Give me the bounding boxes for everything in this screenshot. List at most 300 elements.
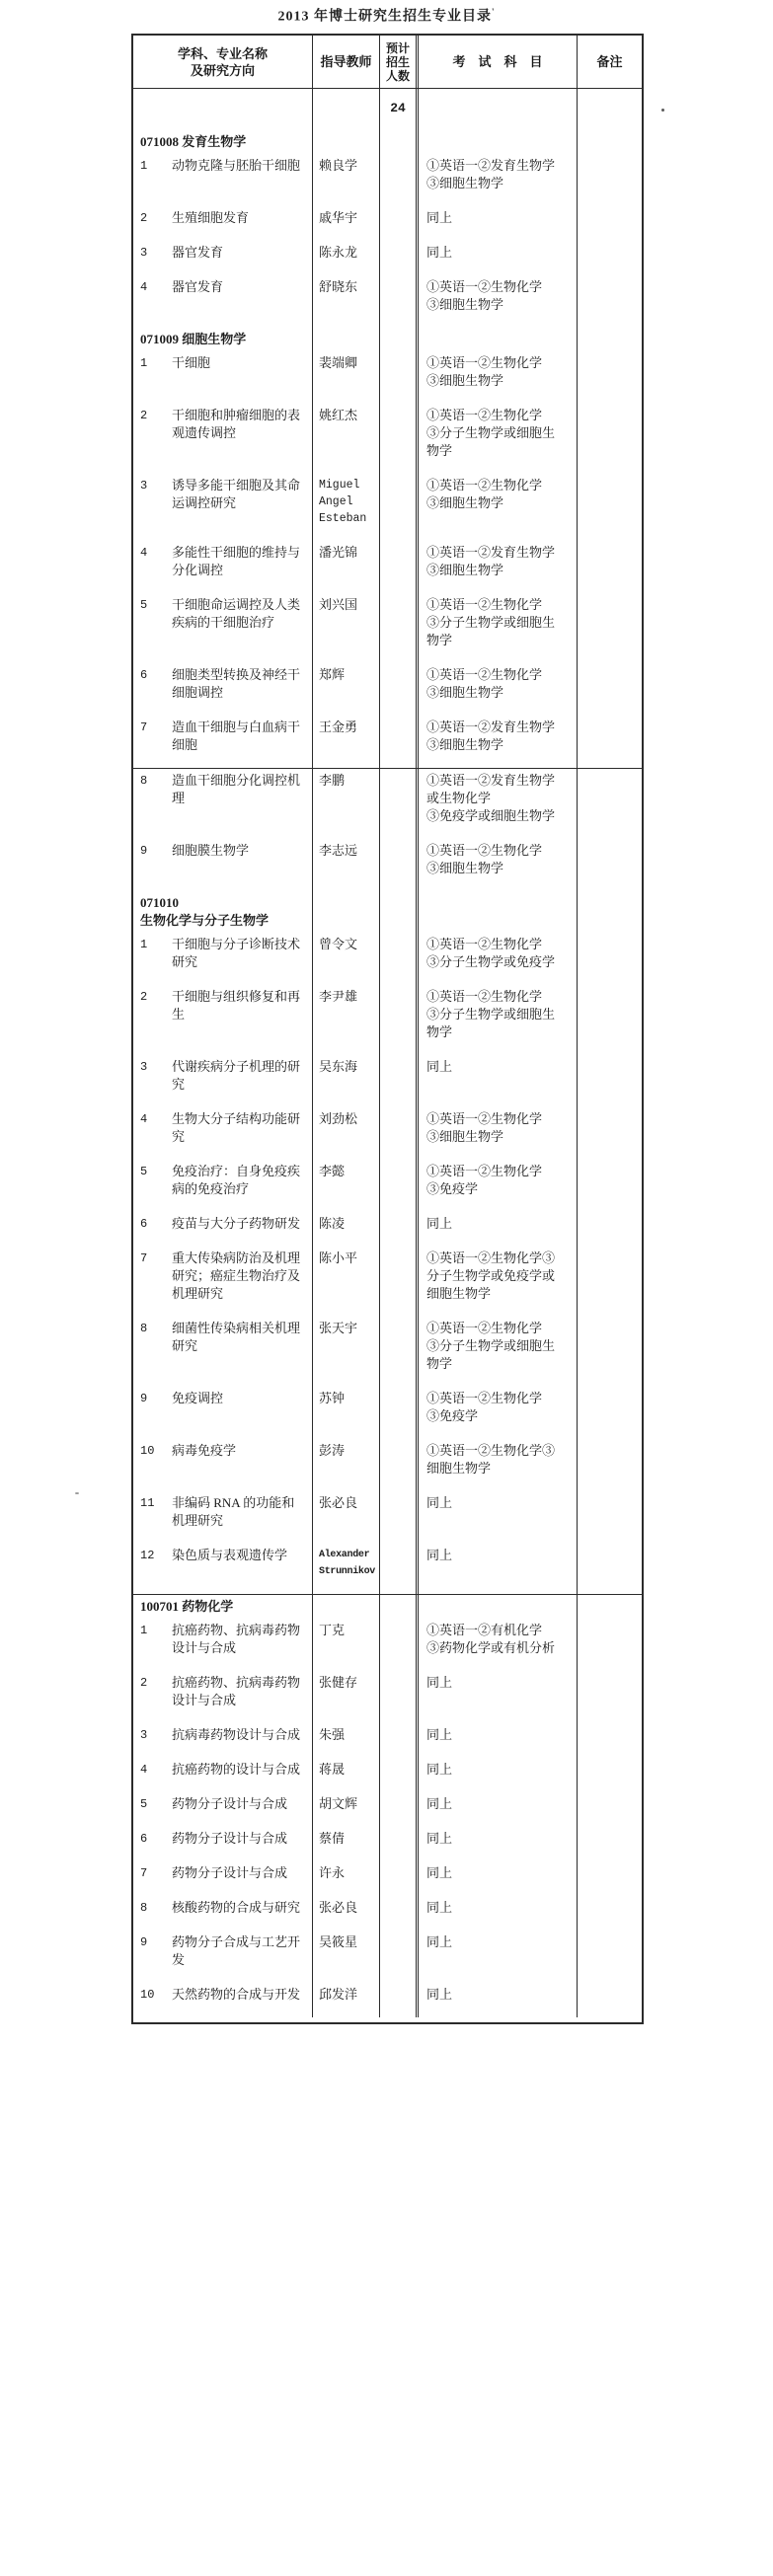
col-subjects xyxy=(416,1055,577,1107)
col-tutor xyxy=(312,769,379,839)
tutor-name: 潘光锦 xyxy=(319,545,358,560)
col-subjects xyxy=(416,328,577,351)
col-direction xyxy=(133,541,312,593)
row-number: 9 xyxy=(140,844,148,858)
col-direction xyxy=(133,351,312,404)
exam-subjects: ①英语一②发育生物学 ③细胞生物学 xyxy=(426,158,556,190)
col-remark xyxy=(577,404,642,474)
exam-subjects: ①英语一②发育生物学 或生物化学 ③免疫学或细胞生物学 xyxy=(426,773,556,823)
col-subjects xyxy=(416,1758,577,1792)
table-row xyxy=(133,474,642,541)
tutor-name: 蒋晟 xyxy=(319,1762,346,1777)
col-remark xyxy=(577,1896,642,1931)
research-direction: 动物克隆与胚胎干细胞 xyxy=(172,158,301,173)
tutor-name: 蔡倩 xyxy=(319,1831,346,1846)
col-direction xyxy=(133,1983,312,2017)
tutor-name: 胡文辉 xyxy=(319,1796,358,1811)
research-direction: 天然药物的合成与开发 xyxy=(172,1987,301,2002)
tutor-name: 李志远 xyxy=(319,843,358,858)
table-row xyxy=(133,1931,642,1983)
col-subjects xyxy=(416,351,577,404)
col-quota xyxy=(379,593,416,663)
exam-subjects: 同上 xyxy=(426,1831,453,1846)
row-number: 3 xyxy=(140,246,148,260)
exam-subjects: 同上 xyxy=(426,1495,453,1510)
table-row xyxy=(133,769,642,839)
col-direction xyxy=(133,241,312,275)
col-tutor xyxy=(312,1931,379,1983)
page-title xyxy=(0,3,773,27)
col-quota xyxy=(379,404,416,474)
tutor-name: 舒晓东 xyxy=(319,279,358,294)
row-number: 6 xyxy=(140,668,148,682)
table-row xyxy=(133,1317,642,1387)
col-quota xyxy=(379,1758,416,1792)
col-direction xyxy=(133,1160,312,1212)
col-quota xyxy=(379,1671,416,1723)
col-remark xyxy=(577,154,642,206)
research-direction: 非编码 RNA 的功能和机理研究 xyxy=(172,1495,295,1528)
exam-subjects: ①英语一②有机化学 ③药物化学或有机分析 xyxy=(426,1623,556,1655)
col-remark xyxy=(577,839,642,891)
row-number: 7 xyxy=(140,1251,148,1265)
tutor-name: 张必良 xyxy=(319,1900,358,1915)
research-direction: 造血干细胞分化调控机理 xyxy=(172,773,301,805)
col-subjects xyxy=(416,1160,577,1212)
col-quota xyxy=(379,1439,416,1491)
research-direction: 代谢疾病分子机理的研究 xyxy=(172,1059,301,1092)
col-subjects xyxy=(416,474,577,541)
header-planned-enrollment: 预计 招生 人数 xyxy=(379,36,416,88)
col-remark xyxy=(577,1247,642,1317)
tutor-name: 吴筱星 xyxy=(319,1934,358,1949)
col-tutor xyxy=(312,1861,379,1896)
col-direction xyxy=(133,891,312,933)
col-quota xyxy=(379,206,416,241)
col-subjects xyxy=(416,241,577,275)
research-direction: 抗癌药物、抗病毒药物设计与合成 xyxy=(172,1675,301,1707)
research-direction: 药物分子设计与合成 xyxy=(172,1865,288,1880)
research-direction: 器官发育 xyxy=(172,245,224,260)
col-direction xyxy=(133,1107,312,1160)
row-number: 8 xyxy=(140,1322,148,1335)
col-remark xyxy=(577,1439,642,1491)
col-direction xyxy=(133,1896,312,1931)
section-title: 071010 生物化学与分子生物学 xyxy=(140,895,270,928)
exam-subjects: ①英语一②生物化学 ③分子生物学或细胞生 物学 xyxy=(426,1321,556,1371)
col-remark xyxy=(577,769,642,839)
exam-subjects: 同上 xyxy=(426,1216,453,1231)
research-direction: 多能性干细胞的维持与分化调控 xyxy=(172,545,301,577)
exam-subjects: 同上 xyxy=(426,1675,453,1690)
col-remark xyxy=(577,663,642,716)
research-direction: 细菌性传染病相关机理研究 xyxy=(172,1321,301,1353)
col-tutor xyxy=(312,663,379,716)
col-direction xyxy=(133,716,312,768)
row-number: 9 xyxy=(140,1935,148,1949)
exam-subjects: ①英语一②生物化学 ③免疫学 xyxy=(426,1391,543,1423)
table-header-row xyxy=(133,36,642,89)
table-row xyxy=(133,541,642,593)
exam-subjects: 同上 xyxy=(426,1762,453,1777)
col-subjects xyxy=(416,1792,577,1827)
col-direction xyxy=(133,275,312,328)
col-quota xyxy=(379,985,416,1055)
col-quota xyxy=(379,1247,416,1317)
col-subjects xyxy=(416,1595,577,1619)
table-row xyxy=(133,404,642,474)
research-direction: 病毒免疫学 xyxy=(172,1443,237,1458)
col-tutor xyxy=(312,1247,379,1317)
col-remark xyxy=(577,1792,642,1827)
col-remark xyxy=(577,1491,642,1544)
col-subjects xyxy=(416,1723,577,1758)
enrollment-row xyxy=(133,89,642,130)
col-direction xyxy=(133,404,312,474)
col-tutor xyxy=(312,206,379,241)
research-direction: 干细胞和肿瘤细胞的表观遗传调控 xyxy=(172,408,301,440)
exam-subjects: ①英语一②生物化学 ③细胞生物学 xyxy=(426,843,543,875)
col-tutor xyxy=(312,154,379,206)
row-number: 2 xyxy=(140,990,148,1004)
row-number: 1 xyxy=(140,1624,148,1637)
research-direction: 抗病毒药物设计与合成 xyxy=(172,1727,301,1742)
col-tutor xyxy=(312,1160,379,1212)
col-direction xyxy=(133,1317,312,1387)
header-tutor: 指导教师 xyxy=(312,36,379,88)
row-number: 4 xyxy=(140,1112,148,1126)
col-remark xyxy=(577,1827,642,1861)
section-row xyxy=(133,328,642,351)
tutor-name: 姚红杰 xyxy=(319,408,358,422)
col-subjects xyxy=(416,1247,577,1317)
row-number: 12 xyxy=(140,1549,155,1562)
col-direction xyxy=(133,89,312,130)
col-subjects xyxy=(416,1983,577,2017)
tutor-name: 王金勇 xyxy=(319,720,358,734)
row-number: 11 xyxy=(140,1496,155,1510)
tutor-name: Miguel Angel Esteban xyxy=(319,479,367,525)
section-row xyxy=(133,891,642,933)
row-number: 5 xyxy=(140,1797,148,1811)
col-remark xyxy=(577,1212,642,1247)
table-row xyxy=(133,1491,642,1544)
section-title: 100701 药物化学 xyxy=(140,1599,234,1614)
tutor-name: 张健存 xyxy=(319,1675,358,1690)
col-quota xyxy=(379,1827,416,1861)
exam-subjects: ①英语一②生物化学③ 细胞生物学 xyxy=(426,1443,556,1476)
table-row xyxy=(133,663,642,716)
col-tutor xyxy=(312,1827,379,1861)
col-subjects xyxy=(416,1491,577,1544)
tutor-name: 郑辉 xyxy=(319,667,346,682)
table-row xyxy=(133,593,642,663)
table-row xyxy=(133,351,642,404)
col-tutor xyxy=(312,1671,379,1723)
col-subjects xyxy=(416,1896,577,1931)
col-remark xyxy=(577,351,642,404)
header-remark: 备注 xyxy=(577,36,642,88)
col-remark xyxy=(577,130,642,154)
col-direction xyxy=(133,839,312,891)
col-subjects xyxy=(416,1212,577,1247)
col-quota xyxy=(379,1983,416,2017)
col-subjects xyxy=(416,1544,577,1594)
section-title: 071009 细胞生物学 xyxy=(140,332,247,346)
table-row xyxy=(133,1107,642,1160)
exam-subjects: 同上 xyxy=(426,1865,453,1880)
col-direction xyxy=(133,1792,312,1827)
col-tutor xyxy=(312,1896,379,1931)
col-subjects xyxy=(416,716,577,768)
col-remark xyxy=(577,328,642,351)
col-tutor xyxy=(312,593,379,663)
col-direction xyxy=(133,1055,312,1107)
exam-subjects: ①英语一②生物化学 ③分子生物学或细胞生 物学 xyxy=(426,408,556,458)
col-tutor xyxy=(312,1107,379,1160)
table-row xyxy=(133,1387,642,1439)
col-direction xyxy=(133,1723,312,1758)
col-subjects xyxy=(416,985,577,1055)
col-remark xyxy=(577,1107,642,1160)
table-block xyxy=(133,1594,642,2022)
col-quota xyxy=(379,154,416,206)
col-direction xyxy=(133,206,312,241)
col-direction xyxy=(133,154,312,206)
table-row xyxy=(133,1758,642,1792)
research-direction: 抗癌药物的设计与合成 xyxy=(172,1762,301,1777)
exam-subjects: 同上 xyxy=(426,1987,453,2002)
col-tutor xyxy=(312,1491,379,1544)
tutor-name: 刘兴国 xyxy=(319,597,358,612)
exam-subjects: 同上 xyxy=(426,1900,453,1915)
table-row xyxy=(133,1619,642,1671)
header-subject-direction: 学科、专业名称 及研究方向 xyxy=(177,45,268,78)
tutor-name: 李鹏 xyxy=(319,773,346,788)
col-tutor xyxy=(312,275,379,328)
research-direction: 重大传染病防治及机理研究；癌症生物治疗及机理研究 xyxy=(172,1250,301,1301)
table-row xyxy=(133,1827,642,1861)
research-direction: 核酸药物的合成与研究 xyxy=(172,1900,301,1915)
col-quota xyxy=(379,663,416,716)
exam-subjects: ①英语一②生物化学 ③细胞生物学 xyxy=(426,478,543,510)
tutor-name: 陈永龙 xyxy=(319,245,358,260)
scan-artifact-dot xyxy=(661,109,664,112)
col-subjects xyxy=(416,130,577,154)
col-tutor xyxy=(312,1792,379,1827)
row-number: 6 xyxy=(140,1832,148,1846)
section-title: 071008 发育生物学 xyxy=(140,134,247,149)
tutor-name: 曾令文 xyxy=(319,937,358,951)
tutor-name: 刘劲松 xyxy=(319,1111,358,1126)
col-subjects xyxy=(416,404,577,474)
exam-subjects: 同上 xyxy=(426,1548,453,1562)
col-subjects xyxy=(416,1671,577,1723)
row-number: 5 xyxy=(140,1165,148,1178)
col-remark xyxy=(577,1544,642,1594)
exam-subjects: ①英语一②生物化学 ③分子生物学或细胞生 物学 xyxy=(426,989,556,1039)
col-quota xyxy=(379,1861,416,1896)
col-quota xyxy=(379,1792,416,1827)
col-tutor xyxy=(312,404,379,474)
col-quota xyxy=(379,839,416,891)
tutor-name: 彭涛 xyxy=(319,1443,346,1458)
col-subjects xyxy=(416,1931,577,1983)
exam-subjects: ①英语一②发育生物学 ③细胞生物学 xyxy=(426,720,556,752)
col-quota xyxy=(379,275,416,328)
research-direction: 干细胞与分子诊断技术研究 xyxy=(172,937,301,969)
col-tutor xyxy=(312,839,379,891)
col-direction xyxy=(133,1387,312,1439)
research-direction: 免疫治疗：自身免疫疾病的免疫治疗 xyxy=(172,1164,301,1196)
col-remark xyxy=(577,275,642,328)
row-number: 8 xyxy=(140,774,148,788)
col-tutor xyxy=(312,474,379,541)
col-direction xyxy=(133,130,312,154)
header-exam-subjects: 考 试 科 目 xyxy=(416,36,577,88)
col-tutor xyxy=(312,891,379,933)
exam-subjects: ①英语一②生物化学 ③细胞生物学 xyxy=(426,355,543,388)
research-direction: 造血干细胞与白血病干细胞 xyxy=(172,720,301,752)
research-direction: 疫苗与大分子药物研发 xyxy=(172,1216,301,1231)
exam-subjects: ①英语一②生物化学 ③细胞生物学 xyxy=(426,279,543,312)
col-remark xyxy=(577,593,642,663)
table-row xyxy=(133,206,642,241)
col-quota xyxy=(379,474,416,541)
col-remark xyxy=(577,1595,642,1619)
row-number: 4 xyxy=(140,1763,148,1777)
exam-subjects: 同上 xyxy=(426,1059,453,1074)
tutor-name: 陈小平 xyxy=(319,1250,358,1265)
row-number: 3 xyxy=(140,1060,148,1074)
col-quota xyxy=(379,1317,416,1387)
research-direction: 细胞膜生物学 xyxy=(172,843,250,858)
col-quota xyxy=(379,1212,416,1247)
research-direction: 干细胞命运调控及人类疾病的干细胞治疗 xyxy=(172,597,301,630)
row-number: 3 xyxy=(140,1728,148,1742)
col-quota xyxy=(379,716,416,768)
tutor-name: 苏钟 xyxy=(319,1391,346,1405)
col-direction xyxy=(133,985,312,1055)
page-title-text: 2013 年博士研究生招生专业目录 xyxy=(277,9,492,25)
col-direction xyxy=(133,1247,312,1317)
col-direction xyxy=(133,1758,312,1792)
col-subjects xyxy=(416,1619,577,1671)
col-tutor xyxy=(312,1544,379,1594)
row-number: 6 xyxy=(140,1217,148,1231)
tutor-name: 张天宇 xyxy=(319,1321,358,1335)
research-direction: 抗癌药物、抗病毒药物设计与合成 xyxy=(172,1623,301,1655)
row-number: 4 xyxy=(140,546,148,560)
col-tutor xyxy=(312,130,379,154)
col-tutor xyxy=(312,541,379,593)
col-remark xyxy=(577,1671,642,1723)
title-footnote-mark: ' xyxy=(491,7,496,17)
col-quota xyxy=(379,1387,416,1439)
research-direction: 诱导多能干细胞及其命运调控研究 xyxy=(172,478,301,510)
table-row xyxy=(133,1792,642,1827)
section-row xyxy=(133,130,642,154)
col-direction xyxy=(133,769,312,839)
table-row xyxy=(133,241,642,275)
col-quota xyxy=(379,1491,416,1544)
col-subjects xyxy=(416,1107,577,1160)
col-subjects xyxy=(416,1861,577,1896)
col-tutor xyxy=(312,985,379,1055)
col-direction xyxy=(133,1212,312,1247)
research-direction: 器官发育 xyxy=(172,279,224,294)
col-subjects xyxy=(416,154,577,206)
row-number: 8 xyxy=(140,1901,148,1915)
exam-subjects: 同上 xyxy=(426,210,453,225)
col-tutor xyxy=(312,1758,379,1792)
col-quota xyxy=(379,1896,416,1931)
col-quota xyxy=(379,1619,416,1671)
col-tutor xyxy=(312,1212,379,1247)
col-tutor xyxy=(312,241,379,275)
row-number: 1 xyxy=(140,938,148,951)
col-quota xyxy=(379,1931,416,1983)
col-direction xyxy=(133,593,312,663)
row-number: 2 xyxy=(140,211,148,225)
col-tutor xyxy=(312,933,379,985)
research-direction: 药物分子设计与合成 xyxy=(172,1831,288,1846)
col-quota xyxy=(379,769,416,839)
tutor-name: 张必良 xyxy=(319,1495,358,1510)
table-row xyxy=(133,1212,642,1247)
row-number: 1 xyxy=(140,356,148,370)
col-subjects xyxy=(416,206,577,241)
col-quota xyxy=(379,1544,416,1594)
tutor-name: 李懿 xyxy=(319,1164,346,1178)
col-direction xyxy=(133,1619,312,1671)
tutor-name: 朱强 xyxy=(319,1727,346,1742)
col-remark xyxy=(577,1861,642,1896)
col-remark xyxy=(577,241,642,275)
table-row xyxy=(133,1544,642,1594)
table-row xyxy=(133,1983,642,2017)
research-direction: 干细胞与组织修复和再生 xyxy=(172,989,301,1022)
col-subjects xyxy=(416,839,577,891)
col-subjects xyxy=(416,541,577,593)
col-subjects xyxy=(416,275,577,328)
table-row xyxy=(133,275,642,328)
col-remark xyxy=(577,1055,642,1107)
col-remark xyxy=(577,1983,642,2017)
exam-subjects: ①英语一②生物化学 ③分子生物学或细胞生 物学 xyxy=(426,597,556,647)
col-subjects xyxy=(416,663,577,716)
col-tutor xyxy=(312,89,379,130)
exam-subjects: 同上 xyxy=(426,1934,453,1949)
exam-subjects: 同上 xyxy=(426,1796,453,1811)
research-direction: 药物分子合成与工艺开发 xyxy=(172,1934,301,1967)
col-subjects xyxy=(416,1827,577,1861)
tutor-name: Alexander Strunnikov xyxy=(319,1550,376,1577)
row-number: 3 xyxy=(140,479,148,492)
col-quota xyxy=(379,130,416,154)
research-direction: 药物分子设计与合成 xyxy=(172,1796,288,1811)
tutor-name: 戚华宇 xyxy=(319,210,358,225)
col-subjects xyxy=(416,1317,577,1387)
table-row xyxy=(133,1055,642,1107)
row-number: 7 xyxy=(140,720,148,734)
exam-subjects: 同上 xyxy=(426,1727,453,1742)
col-remark xyxy=(577,1931,642,1983)
col-remark xyxy=(577,1723,642,1758)
col-remark xyxy=(577,206,642,241)
col-subjects xyxy=(416,769,577,839)
col-subjects xyxy=(416,891,577,933)
